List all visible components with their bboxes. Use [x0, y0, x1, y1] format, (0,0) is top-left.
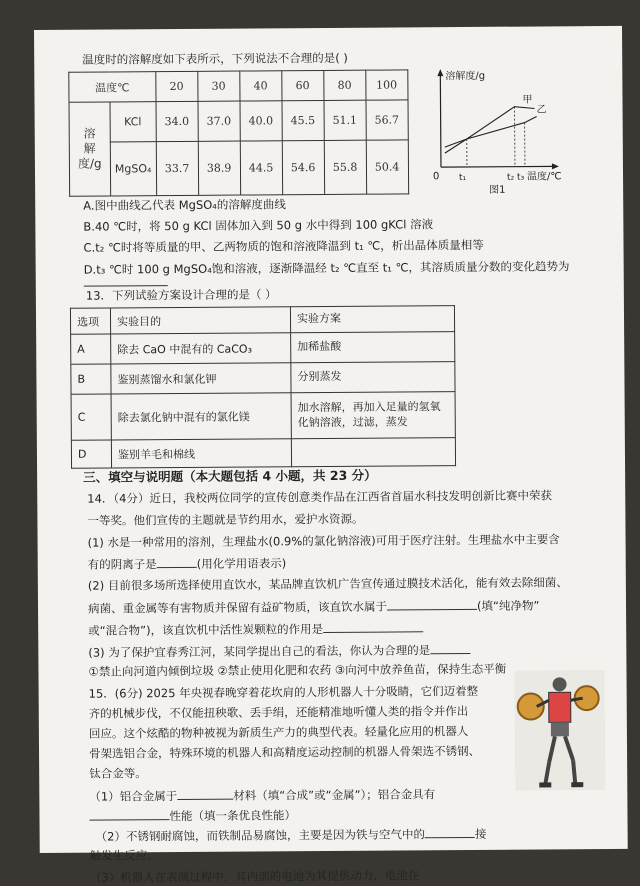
- graph-origin: 0: [433, 171, 439, 182]
- q14-blank-choice[interactable]: [430, 643, 470, 654]
- option-cell: A: [71, 334, 111, 364]
- q15-line: （3）机器人在表演过程中，其内部的电池为其提供动力，电池在: [90, 869, 419, 885]
- y-axis-arrow: [437, 69, 443, 76]
- plan-cell: 分别蒸发: [291, 362, 455, 393]
- option-cell: D: [71, 440, 111, 468]
- q14-blank-carbon[interactable]: [323, 621, 423, 633]
- q15-line: 骨架选铝合金，特殊环境的机器人和高精度运动控制的机器人骨架选不锈钢、: [89, 745, 480, 762]
- q15-line: 15．(6分) 2025 年央视春晚穿着花坎肩的人形机器人十分吸睛，它们迈着整: [89, 685, 479, 702]
- value-cell: 51.1: [324, 100, 366, 140]
- q15-blank-air[interactable]: [425, 827, 475, 838]
- q14-line: ①禁止向河道内倾倒垃圾 ②禁止使用化肥和农药 ③向河中放养鱼苗，保持生态平衡: [88, 663, 506, 680]
- q15-line: 回应。这个炫酷的物种被视为新质生产力的典型代表。轻量化应用的机器人: [89, 725, 469, 741]
- temp-cell: 20: [155, 71, 197, 101]
- goal-cell: 鉴别蒸馏水和氯化钾: [111, 363, 291, 394]
- q14-line: 14．（4分）近日，我校两位同学的宣传创意类作品在江西省首届水科技发明创新比赛中荣获: [87, 489, 552, 506]
- x-axis: [441, 166, 555, 167]
- exam-page: [34, 26, 628, 853]
- header-plan: 实验方案: [290, 306, 454, 333]
- temp-cell: 60: [281, 70, 323, 100]
- q12-option-a: A.图中曲线乙代表 MgSO₄的溶解度曲线: [83, 198, 286, 213]
- q15-line: （2）不锈钢耐腐蚀，而铁制品易腐蚀，主要是因为铁与空气中的: [96, 827, 425, 843]
- curve-a: [445, 107, 535, 154]
- curve-b-label: 乙: [537, 103, 547, 115]
- q15-line: （1）铝合金属于: [89, 789, 177, 804]
- header-goal: 实验目的: [110, 307, 290, 334]
- value-cell: 34.0: [156, 101, 198, 141]
- graph-ylabel: 溶解度/g: [445, 69, 485, 82]
- solubility-graph: [426, 66, 577, 187]
- plan-cell: 加水溶解，再加入足量的氢氧化钠溶液，过滤，蒸发: [291, 392, 455, 439]
- section3-title: 三、填空与说明题（本大题包括 4 小题，共 23 分）: [83, 468, 377, 485]
- q15-line: 接: [475, 827, 487, 841]
- value-cell: 37.0: [198, 101, 240, 141]
- graph-t2t3: t₂ t₃: [507, 173, 525, 183]
- value-cell: 33.7: [156, 141, 198, 195]
- value-cell: 44.5: [240, 141, 282, 195]
- row-name-kcl: KCl: [110, 102, 156, 142]
- q14-line: 一等奖。他们宣传的主题就是节约用水，爱护水资源。: [87, 513, 363, 529]
- curve-a-label: 甲: [522, 94, 532, 106]
- option-cell: B: [71, 364, 111, 394]
- q15-blank-property[interactable]: [89, 809, 169, 821]
- temp-header: 温度℃: [69, 72, 156, 103]
- value-cell: 54.6: [282, 140, 324, 194]
- value-cell: 55.8: [324, 140, 366, 194]
- plan-cell: 加稀盐酸: [291, 332, 455, 363]
- robot-image: [514, 670, 605, 791]
- temp-cell: 40: [239, 71, 281, 101]
- experiment-table: [70, 305, 456, 469]
- q15-line: 材料（填“合成”或“金属”）；铝合金具有: [233, 787, 435, 802]
- graph-t1: t₁: [459, 173, 467, 183]
- temp-cell: 30: [197, 71, 239, 101]
- q15-line: 触发生反应。: [90, 849, 159, 863]
- q14-line: (填“纯净物”: [477, 598, 540, 612]
- option-cell: C: [71, 394, 111, 440]
- q15-blank-material[interactable]: [177, 789, 233, 800]
- row-name-mgso4: MgSO₄: [110, 142, 156, 196]
- goal-cell: 除去氯化钠中混有的氯化镁: [111, 393, 291, 440]
- q15-line: 齐的机械步伐，不仅能扭秧歌、丢手绢，还能精准地听懂人类的指令并作出: [89, 705, 469, 721]
- q14-line: 或“混合物”)，该直饮机中活性炭颗粒的作用是: [88, 622, 323, 638]
- q12-option-d: D.t₃ ℃时 100 g MgSO₄饱和溶液，逐渐降温经 t₂ ℃直至 t₁ ℃，其溶质质量分数的变化趋势为: [84, 260, 570, 277]
- curve-b: [445, 116, 537, 147]
- q12-answer-blank[interactable]: [84, 275, 168, 287]
- q14-line: (用化学用语表示): [197, 556, 287, 571]
- q15-line: 性能（填一条优良性能）: [169, 808, 296, 823]
- q13-stem: 13．下列试验方案设计合理的是（ ）: [86, 288, 277, 303]
- value-cell: 38.9: [198, 141, 240, 195]
- q14-line: (3) 为了保护宜春秀江河，某同学提出自己的看法，你认为合理的是: [88, 643, 430, 659]
- q15-line: 钛合金等。: [89, 767, 147, 781]
- q14-line: (2) 目前很多场所选择使用直饮水，某品牌直饮机广告宣传通过膜技术活化，能有效去除细菌、: [88, 576, 568, 593]
- plan-cell: [291, 438, 455, 467]
- q14-blank-anion[interactable]: [157, 557, 197, 568]
- temp-cell: 80: [323, 70, 365, 100]
- value-cell: 56.7: [366, 100, 408, 140]
- q14-line: (1) 水是一种常用的溶剂，生理盐水(0.9%的氯化钠溶液)可用于医疗注射。生理盐水中主要含: [88, 533, 560, 550]
- temp-cell: 100: [365, 70, 407, 100]
- value-cell: 40.0: [240, 101, 282, 141]
- x-axis-arrow: [552, 163, 559, 169]
- q14-line: 病菌、重金属等有害物质并保留有益矿物质，该直饮水属于: [88, 600, 387, 616]
- q12-stem: 温度时的溶解度如下表所示，下列说法不合理的是( ): [82, 52, 348, 68]
- q12-option-c: C.t₂ ℃时将等质量的甲、乙两物质的饱和溶液降温到 t₁ ℃，析出晶体质量相等: [83, 239, 483, 256]
- q14-line: 有的阴离子是: [88, 557, 157, 571]
- graph-caption: 图1: [489, 184, 505, 196]
- goal-cell: 除去 CaO 中混有的 CaCO₃: [111, 333, 291, 364]
- solubility-table: [68, 69, 409, 196]
- solubility-label: 溶解度/g: [69, 102, 110, 196]
- value-cell: 45.5: [282, 100, 324, 140]
- y-axis: [440, 73, 441, 167]
- q12-option-b: B.40 ℃时，将 50 g KCl 固体加入到 50 g 水中得到 100 gKCl 溶液: [83, 218, 433, 234]
- header-option: 选项: [70, 308, 110, 334]
- q14-blank-water-type[interactable]: [387, 599, 477, 611]
- graph-xlabel: 温度/℃: [527, 169, 562, 182]
- goal-cell: 鉴别羊毛和棉线: [111, 439, 291, 468]
- value-cell: 50.4: [366, 140, 408, 194]
